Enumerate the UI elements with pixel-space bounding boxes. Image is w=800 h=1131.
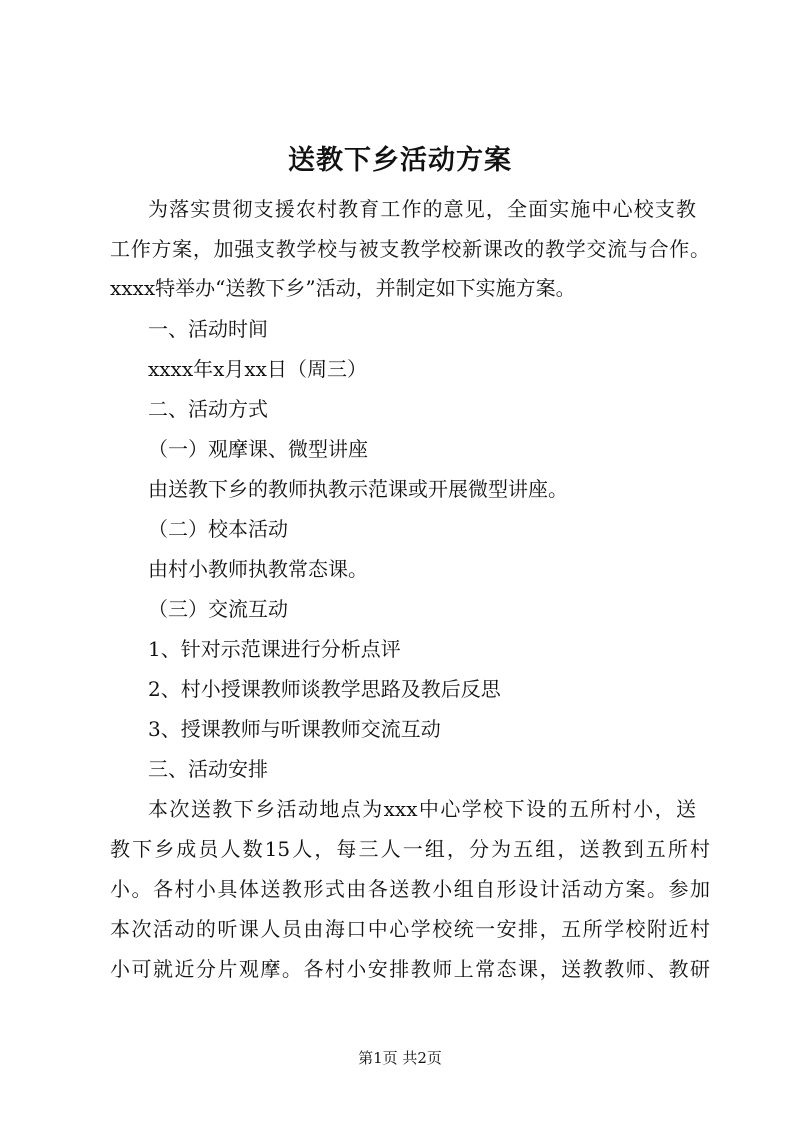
arrangement-paragraph-line-3: 小。各村小具体送教形式由各送教小组自形设计活动方案。参加 <box>110 877 710 901</box>
exchange-item-2: 2、村小授课教师谈教学思路及教后反思 <box>148 677 501 701</box>
arrangement-paragraph-line-2: 教下乡成员人数15人，每三人一组，分为五组，送教到五所村 <box>110 837 710 861</box>
exchange-item-1: 1、针对示范课进行分析点评 <box>148 637 401 661</box>
section-heading-arrangement: 三、活动安排 <box>148 757 268 781</box>
arrangement-paragraph-line-1: 本次送教下乡活动地点为xxx中心学校下设的五所村小，送 <box>148 797 696 821</box>
activity-date: xxxx年x月xx日（周三） <box>148 357 367 381</box>
page-footer: 第1页 共2页 <box>358 1049 442 1067</box>
intro-paragraph-line-3: xxxx特举办“送教下乡”活动，并制定如下实施方案。 <box>110 276 576 300</box>
subheading-exchange: （三）交流互动 <box>148 597 288 621</box>
section-heading-method: 二、活动方式 <box>148 397 268 421</box>
arrangement-paragraph-line-4: 本次活动的听课人员由海口中心学校统一安排，五所学校附近村 <box>110 917 710 941</box>
subheading-school-activity: （二）校本活动 <box>148 517 288 541</box>
page-title: 送教下乡活动方案 <box>288 145 512 176</box>
arrangement-paragraph-line-5: 小可就近分片观摩。各村小安排教师上常态课，送教教师、教研 <box>110 957 710 981</box>
subheading-observation: （一）观摩课、微型讲座 <box>148 437 368 461</box>
intro-paragraph-line-2: 工作方案，加强支教学校与被支教学校新课改的教学交流与合作。 <box>110 237 710 261</box>
observation-text: 由送教下乡的教师执教示范课或开展微型讲座。 <box>148 477 568 501</box>
section-heading-time: 一、活动时间 <box>148 317 268 341</box>
school-activity-text: 由村小教师执教常态课。 <box>148 557 368 581</box>
intro-paragraph-line-1: 为落实贯彻支援农村教育工作的意见，全面实施中心校支教 <box>148 197 696 221</box>
exchange-item-3: 3、授课教师与听课教师交流互动 <box>148 717 441 741</box>
